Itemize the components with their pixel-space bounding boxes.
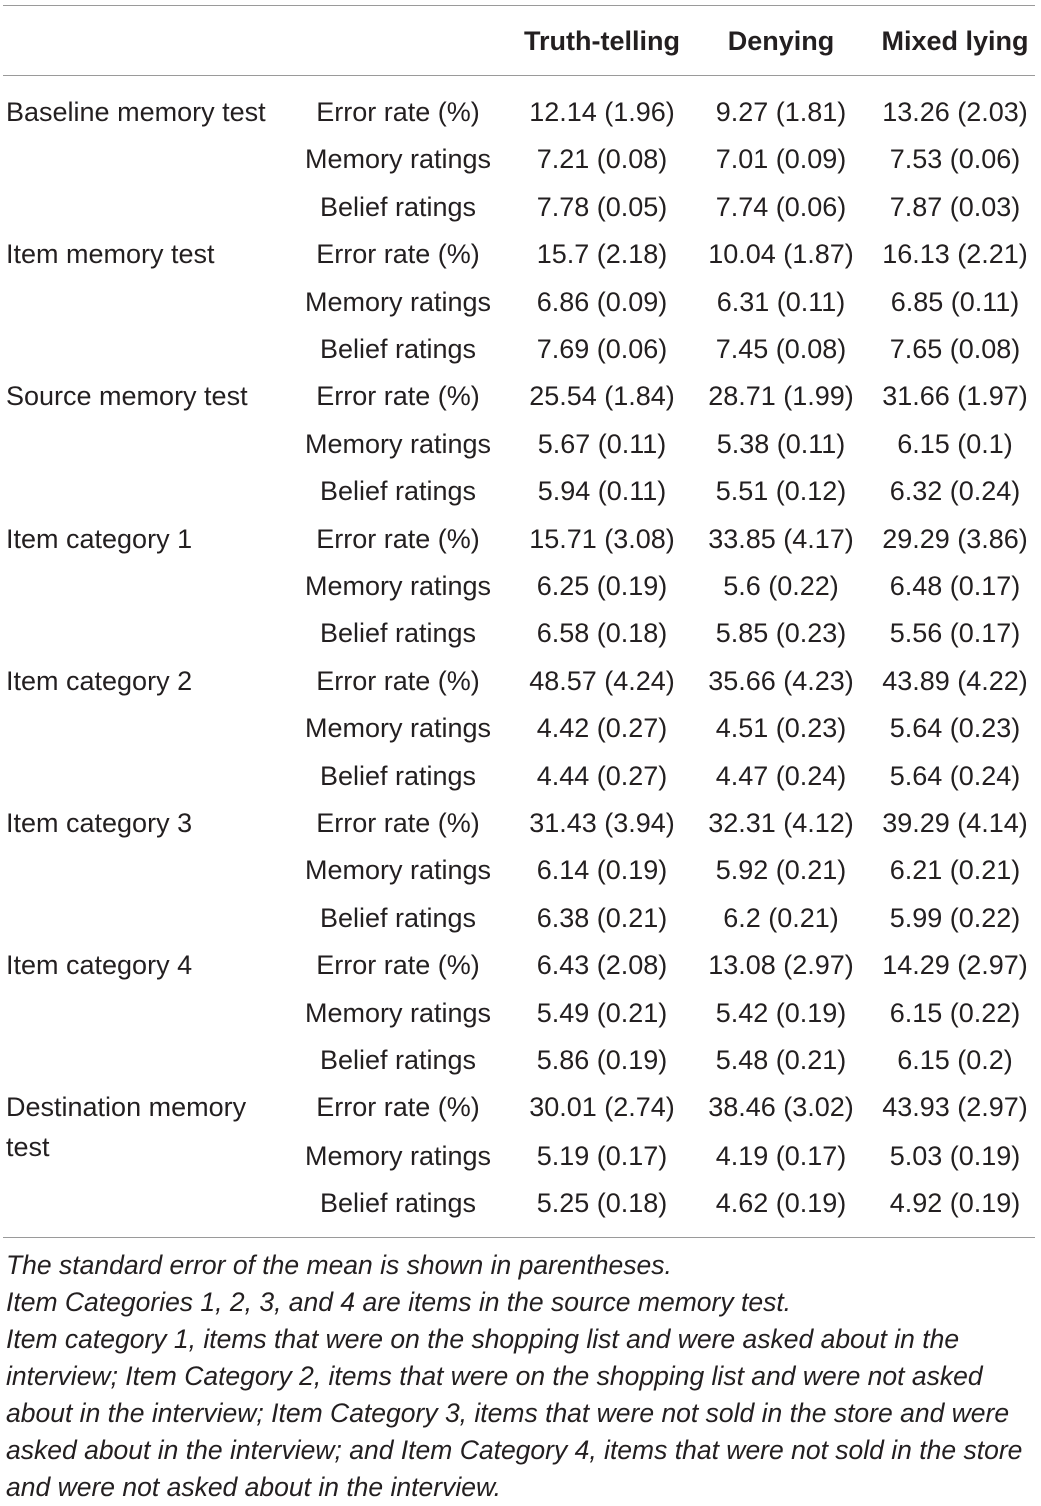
mixed-lying-cell: 16.13 (2.21) — [882, 239, 1028, 270]
truth-telling-cell: 5.19 (0.17) — [536, 1141, 668, 1171]
mixed-lying-cell: 43.89 (4.22) — [882, 665, 1028, 696]
measure-cell: Error rate (%) — [316, 523, 480, 554]
measure-cell: Error rate (%) — [316, 381, 480, 412]
group-label: test — [6, 1132, 50, 1162]
denying-cell: 5.6 (0.22) — [723, 571, 839, 601]
denying-cell: 5.85 (0.23) — [715, 618, 847, 649]
mixed-lying-cell: 5.56 (0.17) — [889, 618, 1021, 649]
footnote-category-definitions: Item category 1, items that were on the shopping list and were asked about in the interview; Item Category 2, items that were on the shopping list and were not asked about in the interview; Item Category 3, items that were not sold in the store and were asked about in the interview; and Item Category 4, items that were not sold in the store and were not asked about in the interview. — [6, 1324, 1023, 1502]
denying-cell: 5.42 (0.19) — [715, 997, 847, 1028]
measure-cell: Belief ratings — [319, 760, 477, 791]
mixed-lying-cell: 7.65 (0.08) — [889, 334, 1021, 364]
denying-cell: 32.31 (4.12) — [708, 808, 854, 838]
mixed-lying-cell: 13.26 (2.03) — [882, 97, 1028, 127]
measure-cell: Error rate (%) — [316, 808, 480, 838]
group-label: Item category 1 — [6, 523, 193, 554]
denying-cell: 4.19 (0.17) — [715, 1141, 847, 1171]
denying-cell: 5.38 (0.11) — [716, 428, 846, 459]
group-label: Source memory test — [6, 381, 248, 412]
mixed-lying-cell: 5.99 (0.22) — [889, 902, 1021, 933]
truth-telling-cell: 15.71 (3.08) — [529, 523, 675, 554]
measure-cell: Error rate (%) — [316, 97, 480, 127]
group-label: Item category 4 — [6, 950, 193, 981]
mixed-lying-cell: 31.66 (1.97) — [882, 381, 1028, 412]
group-label: Item category 2 — [6, 665, 193, 696]
truth-telling-cell: 5.25 (0.18) — [536, 1188, 668, 1218]
measure-cell: Belief ratings — [319, 618, 477, 649]
measure-cell: Error rate (%) — [316, 950, 480, 981]
denying-cell: 6.31 (0.11) — [716, 286, 846, 317]
mixed-lying-cell: 29.29 (3.86) — [882, 523, 1028, 554]
measure-cell: Belief ratings — [319, 476, 477, 507]
mixed-lying-cell: 14.29 (2.97) — [882, 950, 1028, 981]
denying-cell: 7.45 (0.08) — [715, 334, 847, 364]
truth-telling-cell: 4.42 (0.27) — [536, 713, 668, 744]
denying-cell: 10.04 (1.87) — [708, 239, 854, 270]
truth-telling-cell: 6.43 (2.08) — [536, 950, 668, 981]
truth-telling-cell: 25.54 (1.84) — [529, 381, 675, 412]
mixed-lying-cell: 6.32 (0.24) — [889, 476, 1021, 507]
truth-telling-cell: 5.86 (0.19) — [536, 1045, 668, 1075]
mixed-lying-cell: 6.48 (0.17) — [889, 571, 1021, 601]
denying-cell: 7.74 (0.06) — [715, 191, 847, 222]
denying-cell: 6.2 (0.21) — [723, 902, 839, 933]
footnote-standard-error: The standard error of the mean is shown in parentheses. — [6, 1250, 672, 1280]
group-label: Baseline memory test — [6, 97, 266, 127]
truth-telling-cell: 6.58 (0.18) — [536, 618, 668, 649]
bottom-rule — [3, 1237, 1035, 1238]
truth-telling-cell: 7.78 (0.05) — [536, 191, 668, 222]
top-rule — [3, 5, 1035, 6]
group-label: Item category 3 — [6, 808, 193, 838]
truth-telling-cell: 5.67 (0.11) — [537, 428, 667, 459]
mixed-lying-cell: 6.15 (0.22) — [889, 997, 1021, 1028]
measure-cell: Memory ratings — [304, 713, 492, 744]
truth-telling-cell: 6.14 (0.19) — [536, 855, 668, 886]
truth-telling-cell: 6.86 (0.09) — [536, 286, 668, 317]
denying-cell: 33.85 (4.17) — [708, 523, 854, 554]
truth-telling-cell: 7.21 (0.08) — [536, 144, 668, 175]
mixed-lying-cell: 7.53 (0.06) — [889, 144, 1021, 175]
denying-cell: 5.92 (0.21) — [715, 855, 847, 886]
mixed-lying-cell: 39.29 (4.14) — [882, 808, 1028, 838]
mixed-lying-cell: 6.21 (0.21) — [889, 855, 1021, 886]
truth-telling-cell: 48.57 (4.24) — [529, 665, 675, 696]
table-footnotes — [6, 1247, 1036, 1506]
measure-cell: Belief ratings — [319, 1045, 477, 1075]
measure-cell: Error rate (%) — [316, 1092, 480, 1122]
mixed-lying-cell: 6.15 (0.2) — [897, 1045, 1013, 1075]
measure-cell: Belief ratings — [319, 902, 477, 933]
measure-cell: Memory ratings — [304, 1141, 492, 1171]
measure-cell: Memory ratings — [304, 286, 492, 317]
denying-cell: 5.48 (0.21) — [715, 1045, 847, 1075]
measure-cell: Memory ratings — [304, 428, 492, 459]
header-mixed-lying: Mixed lying — [881, 26, 1029, 56]
measure-cell: Memory ratings — [304, 855, 492, 886]
measure-cell: Memory ratings — [304, 571, 492, 601]
mixed-lying-cell: 43.93 (2.97) — [882, 1092, 1028, 1122]
footnote-item-categories: Item Categories 1, 2, 3, and 4 are items in the source memory test. — [6, 1287, 792, 1317]
measure-cell: Belief ratings — [319, 191, 477, 222]
header-truth-telling: Truth-telling — [524, 26, 680, 56]
measure-cell: Error rate (%) — [316, 239, 480, 270]
truth-telling-cell: 6.38 (0.21) — [536, 902, 668, 933]
group-label: Item memory test — [6, 239, 215, 270]
truth-telling-cell: 7.69 (0.06) — [536, 334, 668, 364]
measure-cell: Belief ratings — [319, 1188, 477, 1218]
mixed-lying-cell: 5.64 (0.23) — [889, 713, 1021, 744]
truth-telling-cell: 5.94 (0.11) — [537, 476, 667, 507]
denying-cell: 4.47 (0.24) — [715, 760, 847, 791]
measure-cell: Error rate (%) — [316, 665, 480, 696]
denying-cell: 4.62 (0.19) — [715, 1188, 847, 1218]
mixed-lying-cell: 5.03 (0.19) — [889, 1141, 1021, 1171]
truth-telling-cell: 30.01 (2.74) — [529, 1092, 675, 1122]
denying-cell: 38.46 (3.02) — [708, 1092, 854, 1122]
denying-cell: 28.71 (1.99) — [708, 381, 854, 412]
measure-cell: Memory ratings — [304, 144, 492, 175]
denying-cell: 4.51 (0.23) — [715, 713, 847, 744]
denying-cell: 9.27 (1.81) — [715, 97, 847, 127]
truth-telling-cell: 6.25 (0.19) — [536, 571, 668, 601]
mixed-lying-cell: 4.92 (0.19) — [889, 1188, 1021, 1218]
truth-telling-cell: 15.7 (2.18) — [536, 239, 668, 270]
measure-cell: Memory ratings — [304, 997, 492, 1028]
mixed-lying-cell: 6.85 (0.11) — [890, 286, 1020, 317]
header-denying: Denying — [727, 26, 835, 56]
truth-telling-cell: 31.43 (3.94) — [529, 808, 675, 838]
denying-cell: 5.51 (0.12) — [715, 476, 847, 507]
denying-cell: 35.66 (4.23) — [708, 665, 854, 696]
group-label: Destination memory — [6, 1092, 247, 1122]
denying-cell: 7.01 (0.09) — [715, 144, 847, 175]
denying-cell: 13.08 (2.97) — [708, 950, 854, 981]
truth-telling-cell: 12.14 (1.96) — [529, 97, 675, 127]
measure-cell: Belief ratings — [319, 334, 477, 364]
mixed-lying-cell: 5.64 (0.24) — [889, 760, 1021, 791]
header-rule — [3, 75, 1035, 76]
truth-telling-cell: 4.44 (0.27) — [536, 760, 668, 791]
mixed-lying-cell: 6.15 (0.1) — [897, 428, 1013, 459]
truth-telling-cell: 5.49 (0.21) — [536, 997, 668, 1028]
mixed-lying-cell: 7.87 (0.03) — [889, 191, 1021, 222]
